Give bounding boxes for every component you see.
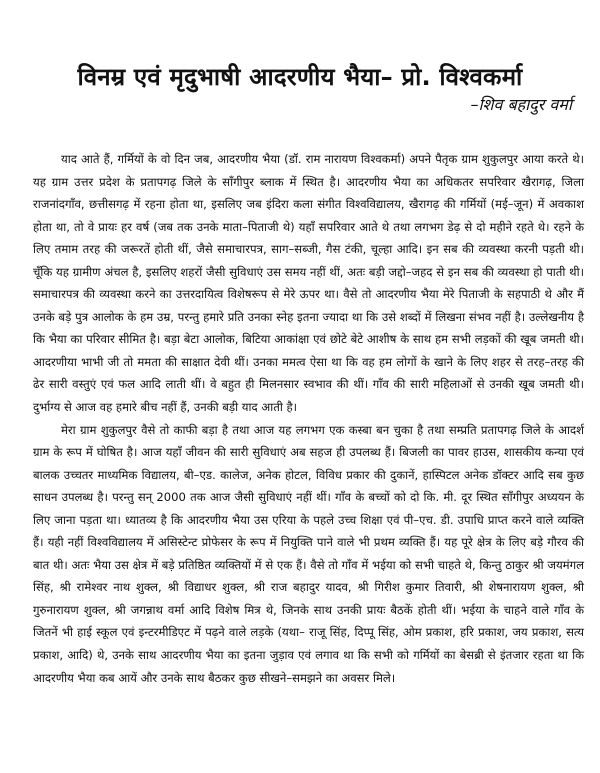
author-byline: –शिव बहादुर वर्मा [470, 95, 572, 114]
article-title: विनम्र एवं मृदुभाषी आदरणीय भैया– प्रो. विश्वकर्मा [77, 63, 523, 92]
article-body [33, 148, 584, 689]
paragraph-1: याद आते हैं, गर्मियों के वो दिन जब, आदरणीय भैया (डॉ. राम नारायण विश्वकर्मा) अपने पैतृक ग्राम शुकुलपुर आया करते थे। यह ग्राम उत्तर प्रदेश के प्रतापगढ़ जिले के सॉंगीपुर ब्लाक में स्थित है। आदरणीय भैया का अधिकतर सपरिवार खैरागढ़, जिला राजनांदगाँव, छत्तीसगढ़ में रहना होता था, इसलिए जब इंदिरा कला संगीत विश्वविद्यालय, खैरागढ़ की गर्मियों (मई–जून) में अवकाश होता था, तो वे प्रायः हर वर्ष (जब तक उनके माता–पिताजी थे) यहाँ सपरिवार आते थे तथा लगभग डेढ़ से दो महीने रहते थे। रहने के लिए तमाम तरह की जरूरतें होती थीं, जैसे समाचारपत्र, साग–सब्जी, गैस टंकी, चूल्हा आदि। इन सब की व्यवस्था करनी पड़ती थी। चूँकि यह ग्रामीण अंचल है, इसलिए शहरों जैसी सुविधाएं उस समय नहीं थीं, अतः बड़ी जद्दो–जहद से इन सब की व्यवस्था हो पाती थी। समाचारपत्र की व्यवस्था करने का उत्तरदायित्व विशेषरूप से मेरे ऊपर था। वैसे तो आदरणीय भैया मेरे पिताजी के सहपाठी थे और मैं उनके बड़े पुत्र आलोक के हम उम्र, परन्तु हमारे प्रति उनका स्नेह इतना ज्यादा था कि उसे शब्दों में लिखना संभव नहीं है। उल्लेखनीय है कि भैया का परिवार सीमित है। बड़ा बेटा आलोक, बिटिया आकांक्षा एवं छोटे बेटे आशीष के साथ हम सभी लड़कों की खूब जमती थी। आदरणीया भाभी जी तो ममता की साक्षात देवी थीं। उनका ममत्व ऐसा था कि वह हम लोगों के खाने के लिए शहर से तरह–तरह की ढेर सारी वस्तुएं एवं फल आदि लाती थीं। वे बहुत ही मिलनसार स्वभाव की थीं। गाँव की सारी महिलाओं से उनकी खूब जमती थी। दुर्भाग्य से आज वह हमारे बीच नहीं हैं, उनकी बड़ी याद आती है। [33, 152, 584, 415]
paragraph-2: मेरा ग्राम शुकुलपुर वैसे तो काफी बड़ा है तथा आज यह लगभग एक कस्बा बन चुका है तथा सम्प्रति प्रतापगढ़ जिले के आदर्श ग्राम के रूप में घोषित है। आज यहाँ जीवन की सारी सुविधाएं अब सहज ही उपलब्ध हैं। बिजली का पावर हाउस, शासकीय कन्या एवं बालक उच्चतर माध्यमिक विद्यालय, बी–एड. कालेज, अनेक होटल, विविध प्रकार की दुकानें, हास्पिटल अनेक डॉक्टर आदि सब कुछ साधन उपलब्ध है। परन्तु सन् 2000 तक आज जैसी सुविधाएं नहीं थीं। गाँव के बच्चों को दो कि. मी. दूर स्थित सॉंगीपुर अध्ययन के लिए जाना पड़ता था। ध्यातव्य है कि आदरणीय भैया उस एरिया के पहले उच्च शिक्षा एवं पी–एच. डी. उपाधि प्राप्त करने वाले व्यक्ति हैं। यही नहीं विश्वविद्यालय में असिस्टेन्ट प्रोफेसर के रूप में नियुक्ति पाने वाले भी प्रथम व्यक्ति हैं। यह पूरे क्षेत्र के लिए बड़े गौरव की बात थी। अतः भैया उस क्षेत्र में बड़े प्रतिष्ठित व्यक्तियों में से एक हैं। वैसे तो गाँव में भईया को सभी चाहते थे, किन्तु ठाकुर श्री जयमंगल सिंह, श्री रामेश्वर नाथ शुक्ल, श्री विद्याधर शुक्ल, श्री राज बहादुर यादव, श्री गिरीश कुमार तिवारी, श्री शेषनारायण शुक्ल, श्री गुरुनारायण शुक्ल, श्री जगन्नाथ वर्मा आदि विशेष मित्र थे, जिनके साथ उनकी प्रायः बैठकें होती थीं। भईया के चाहने वाले गाँव के जितनें भी हाई स्कूल एवं इन्टरमीडिएट में पढ़ने वाले लड़के (यथा– राजू सिंह, दिप्पू सिंह, ओम प्रकाश, हरि प्रकाश, जय प्रकाश, सत्य प्रकाश, आदि) थे, उनके साथ आदरणीय भैया का इतना जुड़ाव एवं लगाव था कि सभी को गर्मियों का बेसब्री से इंतजार रहता था कि आदरणीय भैया कब आयें और उनके साथ बैठकर कुछ सीखने–समझने का अवसर मिले। [33, 422, 584, 685]
